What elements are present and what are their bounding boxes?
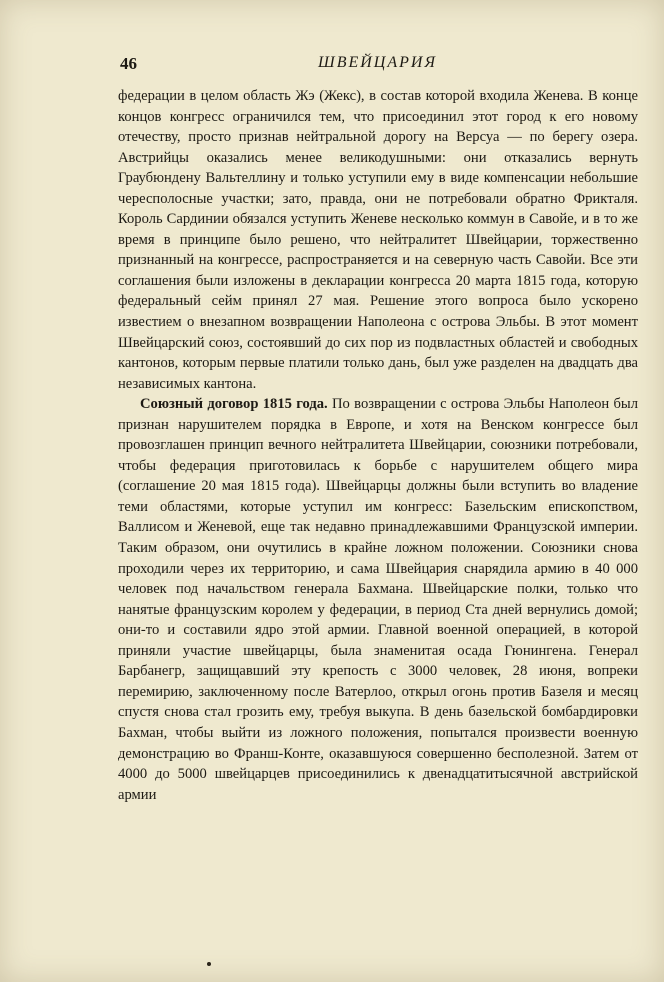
inline-heading: Союзный договор 1815 года. <box>140 396 328 413</box>
page-mark <box>207 962 211 966</box>
page-header <box>120 54 635 78</box>
body-text <box>118 86 638 805</box>
page-number: 46 <box>120 54 137 73</box>
paragraph-text: По возвращении с острова Эльбы Наполеон был признан нарушителем порядка в Европе, и хотя на Венском конгрессе был провозглашен принцип вечного нейтралитета Швейцарии, союзники потребовали, чтобы федерация приготовилась к борьбе с нарушителем общего мира (соглашение 20 мая 1815 года). Швейцарцы должны были вступить во владение теми областями, которые уступил им конгресс: Базельским епископством, Валлисом и Женевой, еще так недавно принадлежавшими Французской империи. Таким образом, они очутились в крайне ложном положении. Союзники снова проходили через их территорию, и сама Швейцария снарядила армию в 40 000 человек под начальством генерала Бахмана. Швейцарские полки, только что нанятые французским королем у федерации, в период Ста дней вернулись домой; они-то и составили ядро этой армии. Главной военной операцией, в которой приняли участие швейцарцы, была знаменитая осада Гюнингена. Генерал Барбанегр, защищавший эту крепость с 3000 человек, 28 июня, вопреки перемирию, заключенному после Ватерлоо, открыл огонь против Базеля и месяц спустя снова стал грозить ему, требуя выкупа. В день базельской бомбардировки Бахман, чтобы выйти из ложного положения, попытался произвести военную демонстрацию во Франш-Конте, оказавшуюся совершенно бесполезной. Затем от 4000 до 5000 швейцарцев присоединились к двенадцатитысячной австрийской армии <box>118 396 638 803</box>
paragraph-treaty <box>118 394 638 805</box>
paragraph-continuation: федерации в целом область Жэ (Жекс), в состав которой входила Женева. В конце концов конгресс ограничился тем, что присоединил этот город к его новому отечеству, просто признав нейтральной дорогу на Версуа — по берегу озера. Австрийцы оказались менее великодушными: они отказались вернуть Граубюндену Вальтеллину и только уступили ему в виде компенсации небольшие чересполосные участки; зато, правда, они не потребовали обратно Фрикталя. Король Сардинии обязался уступить Женеве несколько коммун в Савойе, и в то же время в принципе было решено, что нейтралитет Швейцарии, торжественно признанный на конгрессе, распространяется и на северную часть Савойи. Все эти соглашения были изложены в декларации конгресса 20 марта 1815 года, которую федеральный сейм принял 27 мая. Решение этого вопроса было ускорено известием о внезапном возвращении Наполеона с острова Эльбы. В этот момент Швейцарский союз, состоявший до сих пор из подвластных областей и свободных кантонов, которым первые платили только дань, был уже разделен на двадцать два независимых кантона. <box>118 88 638 392</box>
running-head: ШВЕЙЦАРИЯ <box>318 54 437 71</box>
